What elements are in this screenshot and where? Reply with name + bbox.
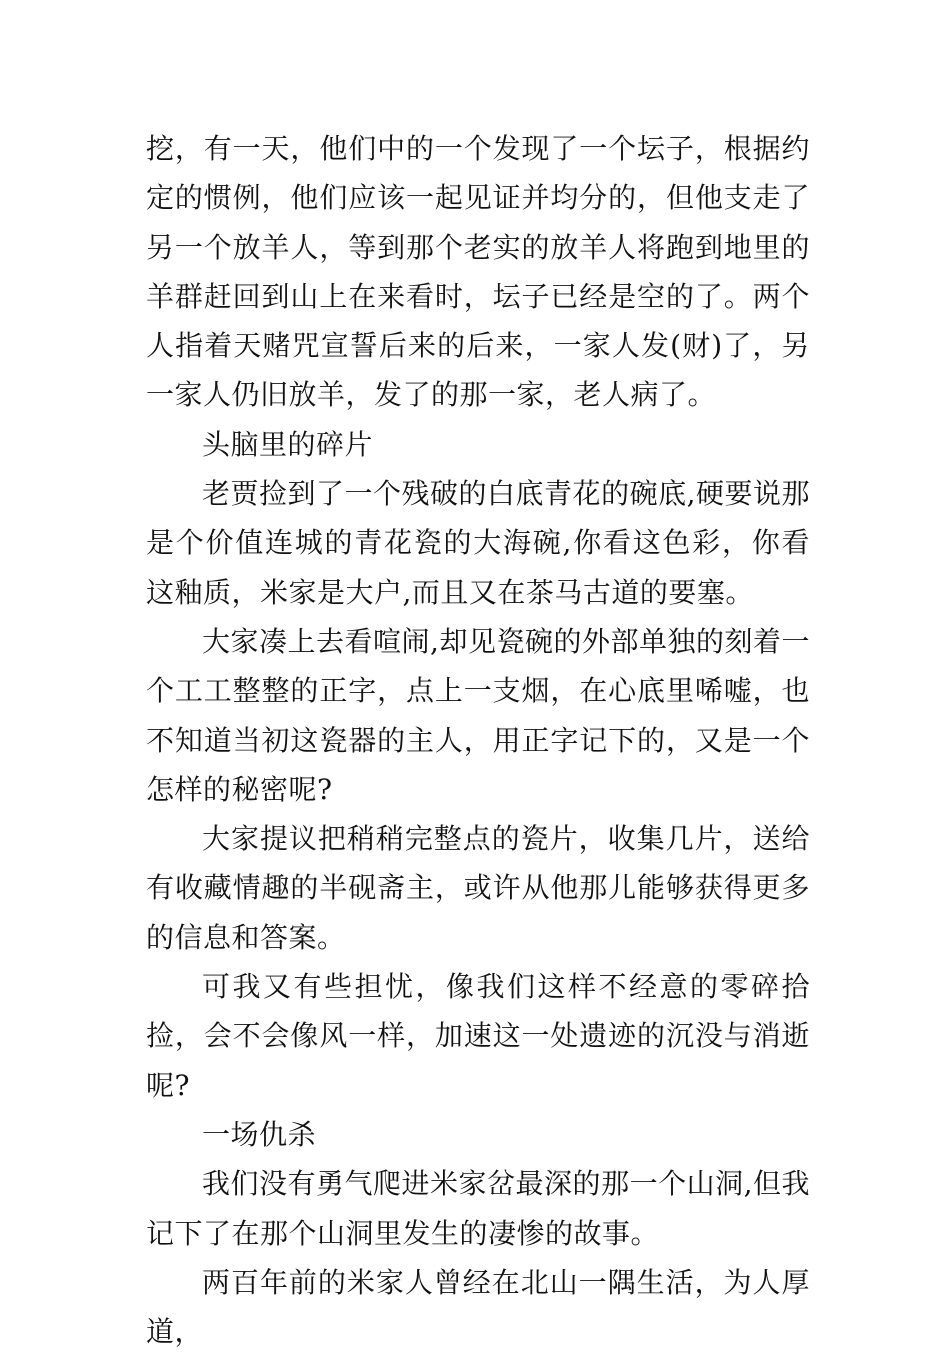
- paragraph-story-continuation: 挖，有一天，他们中的一个发现了一个坛子，根据约定的惯例，他们应该一起见证并均分的，但他支走了另一个放羊人，等到那个老实的放羊人将跑到地里的羊群赶回到山上在来看时，坛子已经是空的了。两个人指着天赌咒宣誓后来的后来，一家人发(财)了，另一家人仍旧放羊，发了的那一家，老人病了。: [146, 132, 810, 412]
- document-body: [146, 124, 810, 1356]
- paragraph-collect-shards: 大家提议把稍稍完整点的瓷片，收集几片，送给有收藏情趣的半砚斋主，或许从他那儿能够获得更多的信息和答案。: [146, 822, 810, 954]
- section-heading-feud: 一场仇杀: [202, 1117, 317, 1151]
- paragraph-mi-family: 两百年前的米家人曾经在北山一隅生活，为人厚道，: [146, 1265, 810, 1349]
- paragraph-worry: 可我又有些担忧，像我们这样不经意的零碎拾捡，会不会像风一样，加速这一处遗迹的沉没与消逝呢?: [146, 970, 810, 1102]
- section-heading-fragments: 头脑里的碎片: [202, 427, 374, 461]
- paragraph-engraved-character: 大家凑上去看喧闹,却见瓷碗的外部单独的刻着一个工工整整的正字，点上一支烟，在心底里唏嘘，也不知道当初这瓷器的主人，用正字记下的，又是一个怎样的秘密呢?: [146, 624, 810, 806]
- paragraph-bowl-found: 老贾捡到了一个残破的白底青花的碗底,硬要说那是个价值连城的青花瓷的大海碗,你看这色彩，你看这釉质，米家是大户,而且又在茶马古道的要塞。: [146, 477, 810, 609]
- paragraph-cave: 我们没有勇气爬进米家岔最深的那一个山洞,但我记下了在那个山洞里发生的凄惨的故事。: [146, 1167, 810, 1250]
